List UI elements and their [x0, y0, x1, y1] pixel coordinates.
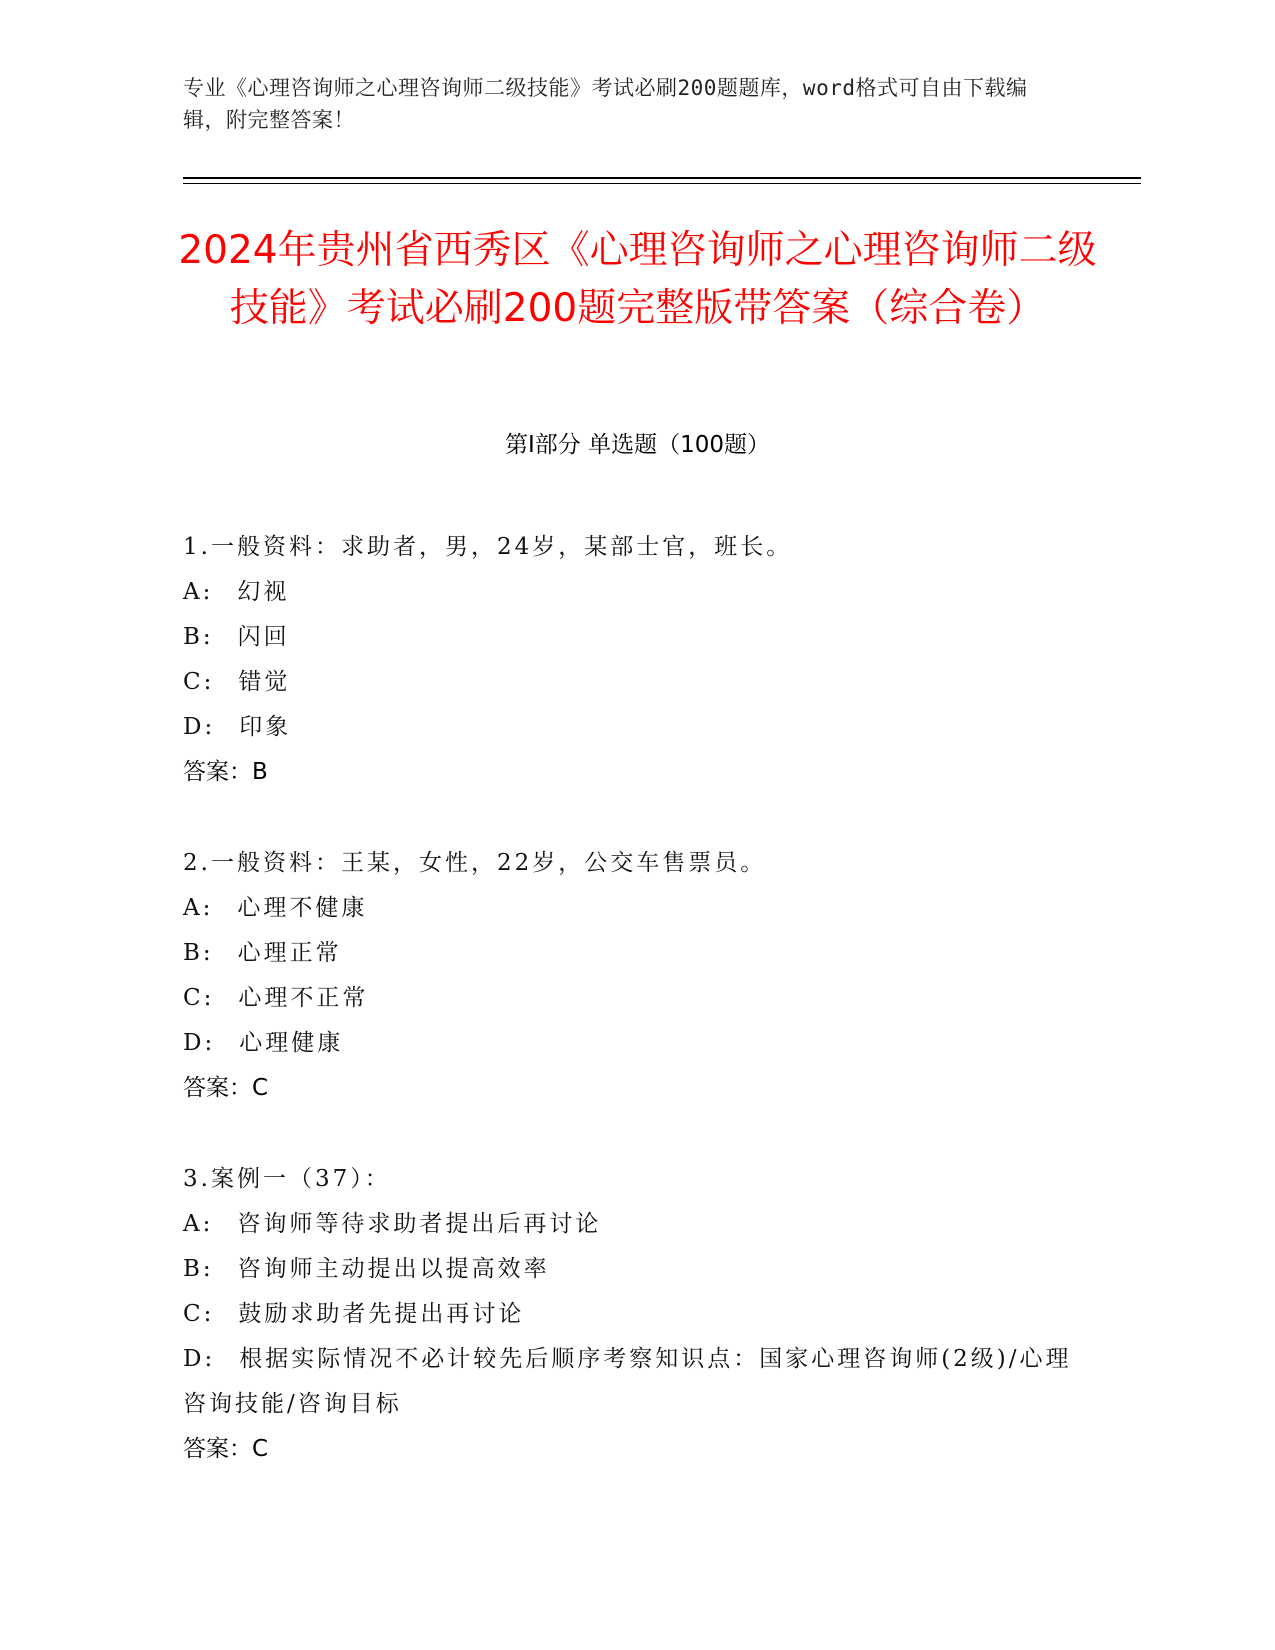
option-text: 幻视: [237, 579, 290, 605]
header-divider-thick: [183, 177, 1141, 179]
option-letter: D:: [183, 714, 216, 740]
option-b: [183, 615, 1083, 660]
option-letter: A:: [183, 1211, 214, 1237]
option-letter: C:: [183, 1301, 215, 1327]
answer-line: 答案：B: [183, 759, 268, 785]
question-1: [183, 525, 1083, 795]
option-c: [183, 660, 1083, 705]
option-letter: C:: [183, 985, 215, 1011]
option-text: 错觉: [238, 669, 291, 695]
answer-line: 答案：C: [183, 1436, 269, 1462]
option-letter: D:: [183, 1346, 216, 1372]
document-title: 2024年贵州省西秀区《心理咨询师之心理咨询师二级技能》考试必刷200题完整版带答案（综合卷）: [178, 228, 1097, 331]
option-text: 咨询师等待求助者提出后再讨论: [237, 1211, 602, 1237]
option-d: [183, 1021, 1083, 1066]
header-divider-thin: [183, 183, 1141, 184]
option-a: [183, 886, 1083, 931]
option-d: [183, 705, 1083, 750]
option-b: [183, 1247, 1083, 1292]
option-text: 心理正常: [237, 940, 342, 966]
question-2: [183, 841, 1083, 1111]
option-c: [183, 1292, 1083, 1337]
option-c: [183, 976, 1083, 1021]
option-text: 心理不健康: [237, 895, 368, 921]
option-letter: B:: [183, 624, 214, 650]
option-letter: A:: [183, 895, 214, 921]
option-text: 咨询师主动提出以提高效率: [237, 1256, 550, 1282]
option-letter: D:: [183, 1030, 216, 1056]
option-text: 鼓励求助者先提出再讨论: [238, 1301, 525, 1327]
question-list: [183, 525, 1083, 1518]
header-note: 专业《心理咨询师之心理咨询师二级技能》考试必刷200题题库，word格式可自由下载编辑，附完整答案！: [183, 76, 1028, 132]
question-stem: 1.一般资料：求助者，男，24岁，某部士官，班长。: [183, 534, 793, 560]
option-text: 心理不正常: [238, 985, 369, 1011]
option-letter: B:: [183, 1256, 214, 1282]
option-a: [183, 1202, 1083, 1247]
question-3: [183, 1157, 1083, 1472]
question-stem: 3.案例一（37）：: [183, 1166, 391, 1192]
option-letter: A:: [183, 579, 214, 605]
answer-line: 答案：C: [183, 1075, 269, 1101]
option-text: 印象: [239, 714, 292, 740]
option-d: [183, 1337, 1083, 1427]
option-a: [183, 570, 1083, 615]
section-heading: 第I部分 单选题（100题）: [505, 432, 770, 458]
question-stem: 2.一般资料：王某，女性，22岁，公交车售票员。: [183, 850, 767, 876]
option-text: 心理健康: [239, 1030, 344, 1056]
option-letter: C:: [183, 669, 215, 695]
option-text: 闪回: [237, 624, 290, 650]
option-text: 根据实际情况不必计较先后顺序考察知识点：国家心理咨询师(2级)/心理咨询技能/咨询目标: [183, 1346, 1072, 1417]
option-letter: B:: [183, 940, 214, 966]
option-b: [183, 931, 1083, 976]
